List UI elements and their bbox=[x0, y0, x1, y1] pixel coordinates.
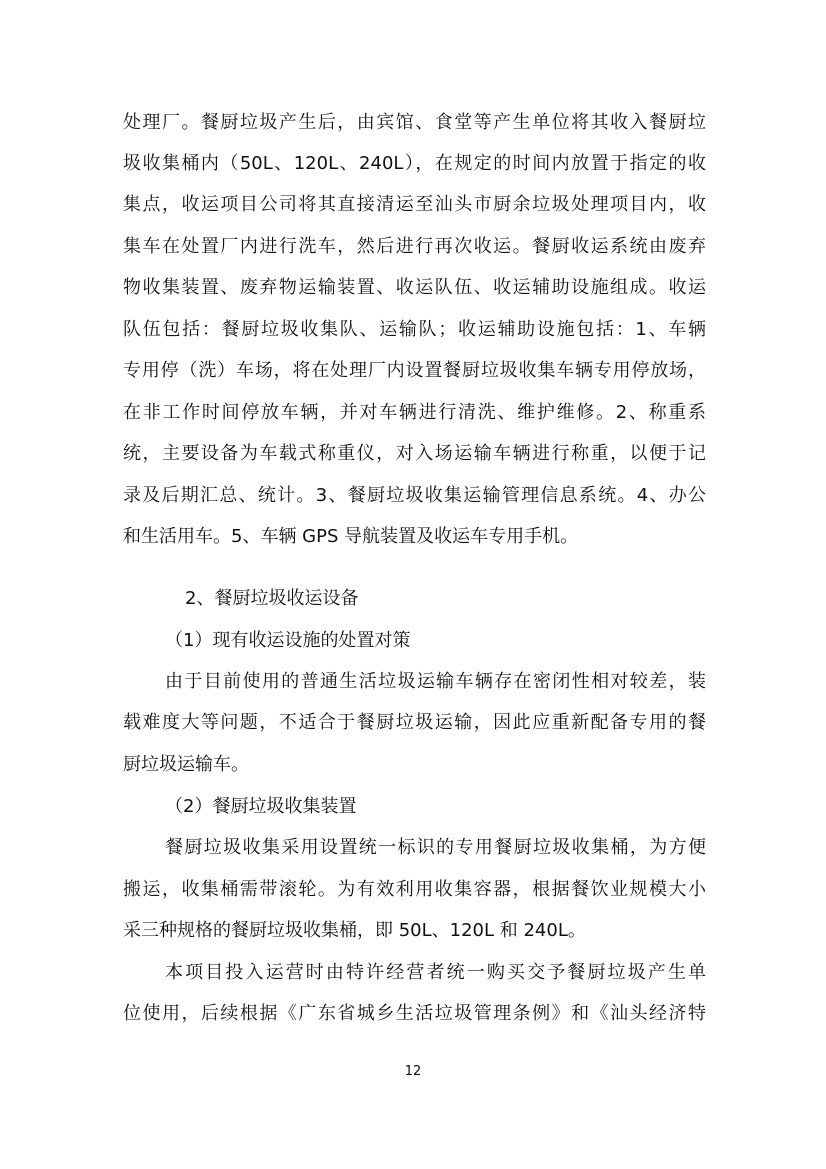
text-line: 处理厂。餐厨垃圾产生后，由宾馆、食堂等产生单位将其收入餐厨垃 bbox=[123, 112, 706, 133]
text-line: 物收集装置、废弃物运输装置、收运队伍、收运辅助设施组成。收运 bbox=[123, 277, 706, 298]
text-line: 餐厨垃圾收集采用设置统一标识的专用餐厨垃圾收集桶，为方便 bbox=[165, 837, 706, 858]
text-line: 集车在处置厂内进行洗车，然后进行再次收运。餐厨收运系统由废弃 bbox=[123, 236, 706, 257]
text-line: 队伍包括：餐厨垃圾收集队、运输队；收运辅助设施包括：1、车辆 bbox=[123, 319, 706, 340]
subsection-heading: （1）现有收运设施的处置对策 bbox=[165, 630, 411, 651]
text-line: 厨垃圾运输车。 bbox=[123, 754, 249, 775]
text-line: 由于目前使用的普通生活垃圾运输车辆存在密闭性相对较差，装 bbox=[165, 671, 706, 692]
text-line: 专用停（洗）车场，将在处理厂内设置餐厨垃圾收集车辆专用停放场， bbox=[123, 360, 706, 381]
text-line: 录及后期汇总、统计。3、餐厨垃圾收集运输管理信息系统。4、办公 bbox=[123, 485, 706, 506]
text-line: 和生活用车。5、车辆 GPS 导航装置及收运车专用手机。 bbox=[123, 526, 579, 547]
section-heading: 2、餐厨垃圾收运设备 bbox=[185, 588, 359, 609]
text-line: 集点，收运项目公司将其直接清运至汕头市厨余垃圾处理项目内，收 bbox=[123, 194, 706, 215]
text-line: 位使用，后续根据《广东省城乡生活垃圾管理条例》和《汕头经济特 bbox=[123, 1003, 706, 1024]
subsection-heading: （2）餐厨垃圾收集装置 bbox=[165, 796, 357, 817]
text-line: 圾收集桶内（50L、120L、240L），在规定的时间内放置于指定的收 bbox=[123, 153, 706, 174]
page-number: 12 bbox=[404, 1064, 422, 1079]
text-line: 统，主要设备为车载式称重仪，对入场运输车辆进行称重，以便于记 bbox=[123, 443, 706, 464]
text-line: 本项目投入运营时由特许经营者统一购买交予餐厨垃圾产生单 bbox=[165, 962, 706, 983]
text-line: 载难度大等问题，不适合于餐厨垃圾运输，因此应重新配备专用的餐 bbox=[123, 712, 706, 733]
text-line: 在非工作时间停放车辆，并对车辆进行清洗、维护维修。2、称重系 bbox=[123, 402, 706, 423]
text-line: 搬运，收集桶需带滚轮。为有效利用收集容器，根据餐饮业规模大小 bbox=[123, 879, 706, 900]
text-line: 采三种规格的餐厨垃圾收集桶，即 50L、120L 和 240L。 bbox=[123, 920, 586, 941]
